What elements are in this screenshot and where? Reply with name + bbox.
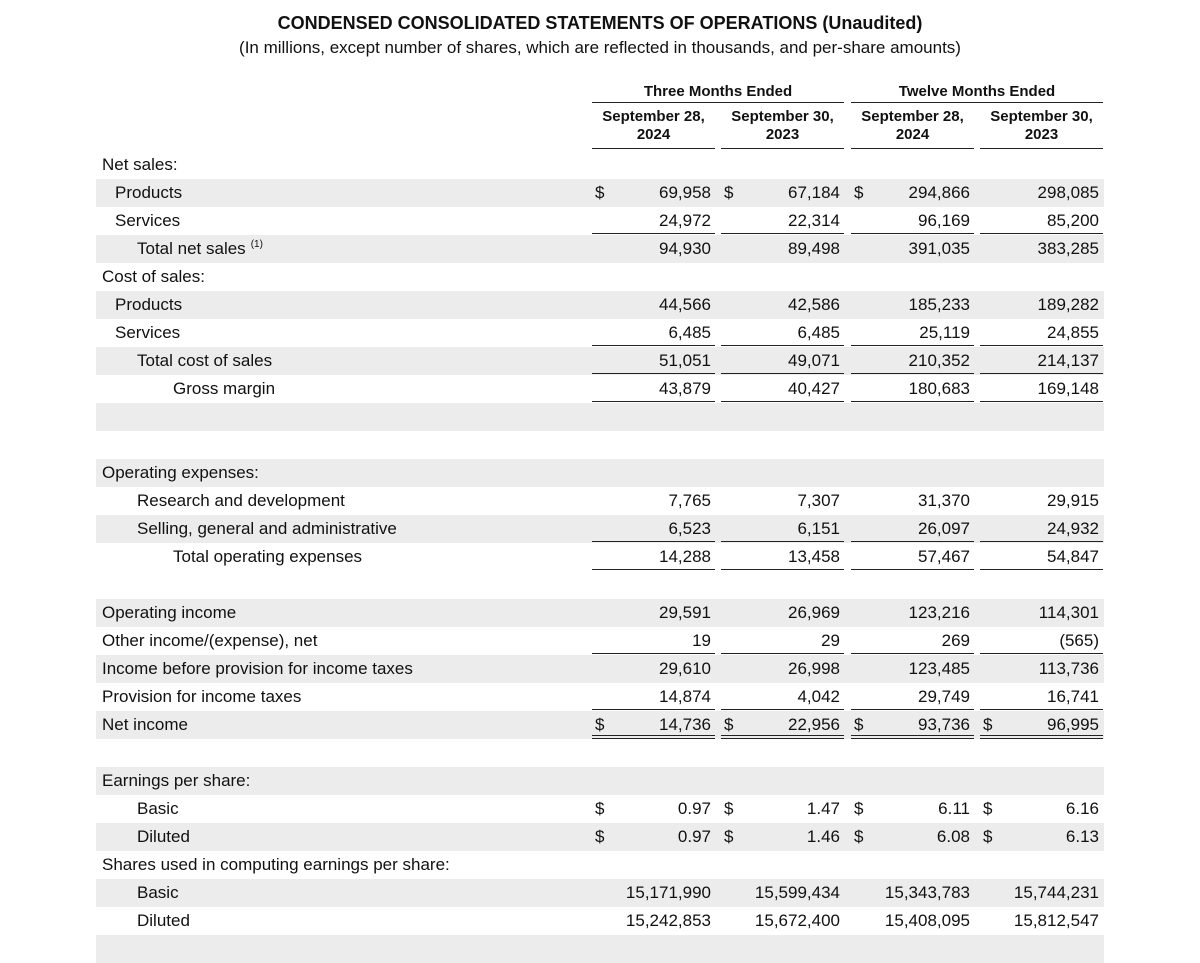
value-number: 51,051: [659, 351, 711, 370]
value-cell: [980, 907, 1103, 935]
value-number: 94,930: [659, 239, 711, 258]
value-cell: [721, 543, 844, 570]
table-row: [96, 739, 1104, 767]
value-cell: [980, 235, 1103, 263]
value-number: 14,874: [659, 687, 711, 706]
value-cell: [592, 319, 715, 346]
value-cell: [851, 795, 974, 823]
table-row: [96, 235, 1104, 263]
value-cell: [721, 291, 844, 319]
value-cell: [592, 207, 715, 234]
value-cell: [851, 291, 974, 319]
table-row: [96, 347, 1104, 375]
value-cell: [980, 823, 1103, 851]
column-header-year: 2023: [1024, 126, 1059, 143]
row-label: Operating expenses:: [102, 463, 259, 482]
value-cell: [592, 375, 715, 402]
row-label: Total net sales $^{(1)}$: [137, 239, 263, 258]
table-row: [96, 207, 1104, 235]
column-header-q-2024: [592, 108, 715, 149]
value-number: 294,866: [908, 183, 970, 202]
value-cell: [592, 711, 715, 739]
value-number: 24,972: [659, 211, 711, 230]
column-header-year: 2023: [765, 126, 800, 143]
table-row: [96, 879, 1104, 907]
table-row: [96, 319, 1104, 347]
value-cell: [592, 907, 715, 935]
row-label: Products: [115, 295, 183, 314]
value-number: 24,932: [1047, 519, 1099, 538]
value-cell: [851, 823, 974, 851]
value-number: 113,736: [1038, 659, 1099, 678]
value-number: 6.16: [1065, 799, 1099, 818]
value-number: 40,427: [788, 379, 840, 398]
value-cell: [721, 655, 844, 683]
value-number: 123,485: [908, 659, 970, 678]
value-number: 15,171,990: [625, 883, 711, 902]
table-row: [96, 543, 1104, 571]
value-number: 31,370: [918, 491, 970, 510]
dollar-sign: $: [983, 827, 993, 846]
value-number: 29,749: [918, 687, 970, 706]
value-cell: [980, 179, 1103, 207]
row-label: Cost of sales:: [102, 267, 205, 286]
dollar-sign: $: [854, 827, 864, 846]
value-cell: [721, 795, 844, 823]
value-number: 6,485: [668, 323, 711, 342]
row-label: Gross margin: [173, 379, 276, 398]
value-cell: [592, 879, 715, 907]
value-cell: [721, 319, 844, 346]
row-label: Provision for income taxes: [102, 687, 302, 706]
value-cell: [980, 291, 1103, 319]
value-cell: [721, 907, 844, 935]
value-number: 85,200: [1047, 211, 1099, 230]
row-label: Net income: [102, 715, 188, 734]
value-cell: [851, 235, 974, 263]
value-number: 89,498: [788, 239, 840, 258]
value-number: 15,343,783: [884, 883, 970, 902]
value-cell: [851, 879, 974, 907]
value-cell: [980, 207, 1103, 234]
value-cell: [980, 599, 1103, 627]
dollar-sign: $: [595, 799, 605, 818]
dollar-sign: $: [983, 715, 993, 734]
value-number: 42,586: [788, 295, 840, 314]
table-row: [96, 263, 1104, 291]
value-number: (565): [1059, 631, 1099, 650]
value-cell: [592, 823, 715, 851]
value-number: 26,969: [788, 603, 840, 622]
value-cell: [980, 683, 1103, 710]
value-cell: [980, 543, 1103, 570]
column-header-year: 2024: [895, 126, 930, 143]
value-number: 15,812,547: [1013, 911, 1099, 930]
value-number: 43,879: [659, 379, 711, 398]
value-cell: [851, 515, 974, 542]
value-cell: [721, 347, 844, 374]
value-cell: [592, 235, 715, 263]
table-row: [96, 823, 1104, 851]
value-number: 15,408,095: [884, 911, 970, 930]
value-number: 69,958: [659, 183, 711, 202]
value-number: 96,169: [918, 211, 970, 230]
value-number: 29,591: [659, 603, 711, 622]
value-number: 29: [821, 631, 840, 650]
statement-title: CONDENSED CONSOLIDATED STATEMENTS OF OPERATIONS (Unaudited): [277, 13, 923, 33]
value-number: 57,467: [918, 547, 970, 566]
value-cell: [592, 683, 715, 710]
value-number: 22,314: [788, 211, 840, 230]
table-row: [96, 627, 1104, 655]
value-number: 25,119: [919, 323, 970, 342]
value-cell: [851, 375, 974, 402]
table-row: [96, 515, 1104, 543]
dollar-sign: $: [983, 799, 993, 818]
value-cell: [721, 683, 844, 710]
table-row: [96, 711, 1104, 739]
dollar-sign: $: [854, 799, 864, 818]
value-number: 169,148: [1037, 379, 1099, 398]
dollar-sign: $: [724, 183, 734, 202]
dollar-sign: $: [595, 183, 605, 202]
table-row: [96, 403, 1104, 431]
value-cell: [721, 879, 844, 907]
value-number: 22,956: [788, 715, 840, 734]
value-cell: [721, 627, 844, 654]
value-cell: [980, 515, 1103, 542]
row-label: Basic: [137, 883, 179, 902]
statement-subtitle: (In millions, except number of shares, which are reflected in thousands, and per-share amounts): [239, 38, 961, 57]
value-cell: [592, 795, 715, 823]
value-cell: [980, 795, 1103, 823]
value-number: 29,610: [659, 659, 711, 678]
value-cell: [980, 487, 1103, 515]
value-number: 7,765: [668, 491, 711, 510]
table-row: [96, 487, 1104, 515]
table-row: [96, 935, 1104, 963]
value-cell: [851, 711, 974, 739]
value-cell: [721, 711, 844, 739]
row-label: Services: [115, 211, 181, 230]
value-cell: [851, 907, 974, 935]
value-number: 6,523: [668, 519, 711, 538]
dollar-sign: $: [724, 799, 734, 818]
value-cell: [851, 627, 974, 654]
value-number: 96,995: [1047, 715, 1099, 734]
value-number: 269: [941, 631, 970, 650]
value-cell: [851, 179, 974, 207]
period-header-three-months: Three Months Ended: [592, 83, 844, 103]
table-row: [96, 655, 1104, 683]
row-label: Shares used in computing earnings per share:: [102, 855, 450, 874]
value-number: 383,285: [1037, 239, 1099, 258]
value-cell: [721, 823, 844, 851]
value-cell: [851, 543, 974, 570]
value-number: 123,216: [908, 603, 970, 622]
value-number: 49,071: [788, 351, 840, 370]
value-number: 1.47: [806, 799, 840, 818]
value-number: 15,599,434: [754, 883, 840, 902]
value-cell: [592, 291, 715, 319]
value-number: 15,672,400: [754, 911, 840, 930]
value-number: 0.97: [677, 827, 711, 846]
table-row: [96, 179, 1104, 207]
dollar-sign: $: [724, 827, 734, 846]
column-header-date: September 28,: [602, 108, 705, 125]
table-row: [96, 907, 1104, 935]
dollar-sign: $: [854, 183, 864, 202]
dollar-sign: $: [724, 715, 734, 734]
value-cell: [721, 487, 844, 515]
table-row: [96, 151, 1104, 179]
value-cell: [851, 655, 974, 683]
column-header-fy-2023: [980, 108, 1103, 149]
row-label: Net sales:: [102, 155, 178, 174]
value-cell: [721, 207, 844, 234]
value-number: 15,744,231: [1013, 883, 1099, 902]
value-number: 1.46: [806, 827, 840, 846]
period-header-twelve-months: Twelve Months Ended: [851, 83, 1103, 103]
value-number: 54,847: [1047, 547, 1099, 566]
value-cell: [721, 375, 844, 402]
value-cell: [980, 347, 1103, 374]
value-cell: [721, 179, 844, 207]
row-label: Earnings per share:: [102, 771, 251, 790]
value-number: 14,288: [659, 547, 711, 566]
value-number: 6.08: [936, 827, 970, 846]
table-row: [96, 599, 1104, 627]
value-number: 26,097: [918, 519, 970, 538]
row-label: Research and development: [137, 491, 345, 510]
value-number: 4,042: [797, 687, 840, 706]
value-number: 15,242,853: [625, 911, 711, 930]
value-cell: [592, 347, 715, 374]
value-cell: [721, 235, 844, 263]
footnote-marker: (1): [250, 239, 263, 251]
value-cell: [851, 683, 974, 710]
value-cell: [980, 375, 1103, 402]
value-number: 189,282: [1037, 295, 1099, 314]
value-number: 67,184: [788, 183, 840, 202]
value-cell: [721, 515, 844, 542]
value-number: 26,998: [788, 659, 840, 678]
value-number: 14,736: [659, 715, 711, 734]
value-cell: [851, 319, 974, 346]
table-row: [96, 375, 1104, 403]
row-label: Services: [115, 323, 181, 342]
row-label: Total cost of sales: [137, 351, 273, 370]
value-number: 6,151: [797, 519, 840, 538]
value-number: 298,085: [1037, 183, 1099, 202]
table-row: [96, 851, 1104, 879]
value-number: 29,915: [1047, 491, 1099, 510]
column-header-year: 2024: [636, 126, 671, 143]
table-row: [96, 459, 1104, 487]
row-label: Selling, general and administrative: [137, 519, 397, 538]
value-number: 210,352: [908, 351, 970, 370]
row-label: Other income/(expense), net: [102, 631, 318, 650]
column-header-date: September 28,: [861, 108, 964, 125]
row-label: Basic: [137, 799, 179, 818]
column-header-fy-2024: [851, 108, 974, 149]
value-number: 7,307: [797, 491, 840, 510]
value-cell: [721, 599, 844, 627]
table-row: [96, 291, 1104, 319]
value-cell: [980, 655, 1103, 683]
row-label: Income before provision for income taxes: [102, 659, 413, 678]
value-cell: [980, 879, 1103, 907]
row-label: Diluted: [137, 827, 190, 846]
table-row: [96, 795, 1104, 823]
value-cell: [980, 627, 1103, 654]
value-cell: [592, 627, 715, 654]
value-number: 391,035: [908, 239, 970, 258]
row-label: Total operating expenses: [173, 547, 363, 566]
value-cell: [851, 347, 974, 374]
value-number: 16,741: [1047, 687, 1099, 706]
value-number: 24,855: [1047, 323, 1099, 342]
value-number: 93,736: [918, 715, 970, 734]
dollar-sign: $: [595, 715, 605, 734]
value-cell: [592, 487, 715, 515]
value-number: 185,233: [908, 295, 970, 314]
value-cell: [592, 179, 715, 207]
value-number: 13,458: [788, 547, 840, 566]
dollar-sign: $: [595, 827, 605, 846]
value-number: 6.11: [938, 799, 970, 818]
table-row: [96, 683, 1104, 711]
value-cell: [980, 711, 1103, 739]
table-row: [96, 431, 1104, 459]
row-label: Products: [115, 183, 183, 202]
value-number: 6,485: [797, 323, 840, 342]
value-cell: [851, 207, 974, 234]
value-number: 114,301: [1038, 603, 1099, 622]
column-header-date: September 30,: [731, 108, 834, 125]
column-header-date: September 30,: [990, 108, 1093, 125]
value-cell: [592, 543, 715, 570]
value-number: 214,137: [1037, 351, 1099, 370]
value-number: 6.13: [1065, 827, 1099, 846]
value-cell: [980, 319, 1103, 346]
dollar-sign: $: [854, 715, 864, 734]
value-number: 180,683: [908, 379, 970, 398]
value-number: 19: [692, 631, 711, 650]
value-cell: [592, 515, 715, 542]
value-cell: [592, 655, 715, 683]
value-cell: [851, 487, 974, 515]
column-header-q-2023: [721, 108, 844, 149]
value-number: 0.97: [677, 799, 711, 818]
value-cell: [592, 599, 715, 627]
table-row: [96, 767, 1104, 795]
row-label: Operating income: [102, 603, 237, 622]
table-row: [96, 571, 1104, 599]
value-number: 44,566: [659, 295, 711, 314]
row-label: Diluted: [137, 911, 190, 930]
value-cell: [851, 599, 974, 627]
